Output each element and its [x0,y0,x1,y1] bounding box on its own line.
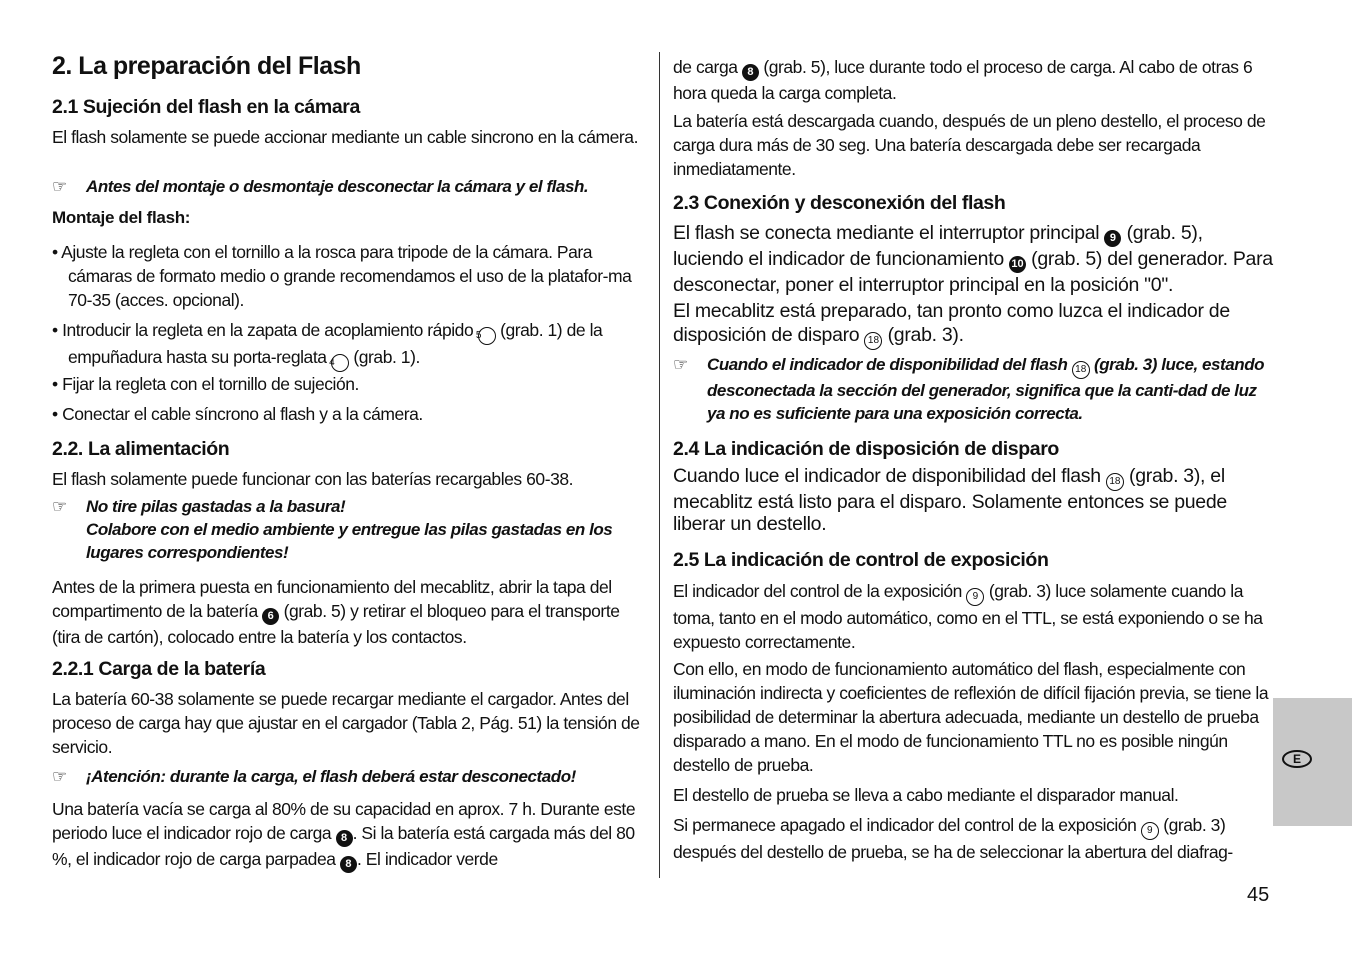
note-2-3 [673,353,1273,425]
paragraph-2-5-d [673,813,1273,864]
heading-2-5: 2.5 La indicación de control de exposición [673,549,1049,571]
note-2-1 [52,175,652,198]
s25-p4-text-a: Si permanece apagado el indicador del control de la exposición [673,815,1137,835]
s25-p4-text-b: (grab. 3) después del destello de prueba, se ha de seleccionar la abertura del diafrag- [673,815,1233,862]
heading-2-2-1: 2.2.1 Carga de la batería [52,658,266,680]
ref-number-9: 9 [1141,822,1159,840]
heading-2-3: 2.3 Conexión y desconexión del flash [673,192,1006,214]
heading-2-4: 2.4 La indicación de disposición de disparo [673,438,1059,460]
note-2-3-text-a: Cuando el indicador de disponibilidad del flash [707,355,1068,374]
page-number: 45 [1247,884,1270,906]
s23-text-b: (grab. 5), luciendo el indicador de funcionamiento [673,222,1203,270]
note-2-3-text-b: (grab. 3) luce, estando desconectada la sección del generador, significa que la canti-dad de luz ya no es suficiente para una exposición correcta. [707,355,1265,423]
pointing-hand-icon: ☞ [52,497,67,516]
pointing-hand-icon: ☞ [52,177,67,196]
paragraph-2-4 [673,465,1273,535]
s25-text-b: (grab. 3) luce solamente cuando la toma, tanto en el modo automático, como en el TTL, se está exponiendo o se ha expuesto correctamente. [673,581,1263,652]
ref-number-4: 4 [331,354,349,372]
ref-badge-9: 9 [1104,230,1121,247]
ref-number-5: 5 [478,327,496,345]
s24-text-a: Cuando luce el indicador de disponibilidad del flash [673,465,1101,487]
paragraph-descargada: La batería está descargada cuando, después de un pleno destello, el proceso de carga dura más de 30 seg. Una batería descargada debe ser recargada inmediatamente. [673,111,1266,179]
bullet-2-text-c: (grab. 1). [353,347,420,367]
ref-number-18: 18 [1072,361,1090,379]
ref-badge-8: 8 [336,830,353,847]
s23-p2-text-a: El mecablitz está preparado, tan pronto como luzca el indicador de disposición de disparo [673,300,1230,346]
bullet-2 [52,318,648,372]
ref-badge-10: 10 [1009,256,1026,273]
s23-text-a: El flash se conecta mediante el interruptor principal [673,222,1100,244]
note-2-2-1-text: ¡Atención: durante la carga, el flash deberá estar desconectado! [86,767,576,786]
bullet-4: • Conectar el cable síncrono al flash y a la cámera. [52,404,423,424]
language-label: E [1282,750,1312,768]
charge-text-c: . El indicador verde [356,849,498,869]
s23-text-c: (grab. 5) del generador. Para desconectar, poner el interruptor principal en la posición "0". [673,248,1273,296]
paragraph-2-3-b [673,299,1273,350]
column-divider [659,52,660,878]
s23-p2-text-b: (grab. 3). [887,324,964,346]
cont-text-b: (grab. 5), luce durante todo el proceso de carga. Al cabo de otras 6 hora queda la carga completa. [673,57,1253,103]
charge-text-b: . Si la batería está cargada más del 80 %, el indicador rojo de carga parpadea [52,823,635,869]
paragraph-carga-cont [673,55,1273,105]
s24-text-b: (grab. 3), el mecablitz está listo para el disparo. Solamente entonces se puede liberar un destello. [673,465,1227,535]
language-tab [1273,698,1352,826]
ref-badge-8: 8 [340,856,357,873]
s25-text-a: El indicador del control de la exposición [673,581,962,601]
note-2-2 [52,495,652,564]
page-title: 2. La preparación del Flash [52,52,361,80]
paragraph-2-5-b: Con ello, en modo de funcionamiento automático del flash, especialmente con iluminación indirecta y coeficientes de reflexión de difícil fijación previa, se tiene la posibilidad de determinar la abertura adecuada, mediante un destello de prueba disparado a mano. En el modo de funcionamiento TTL no es posible ningún destello de prueba. [673,659,1269,775]
paragraph-2-5-c: El destello de prueba se lleva a cabo mediante el disparador manual. [673,785,1179,805]
heading-2-1: 2.1 Sujeción del flash en la cámara [52,96,360,118]
note-2-2-line-1: No tire pilas gastadas a la basura! [86,497,346,516]
paragraph-2-2-1-charge [52,797,648,873]
charge-text-a: Una batería vacía se carga al 80% de su capacidad en aprox. 7 h. Durante este periodo luce el indicador rojo de carga [52,799,636,843]
heading-montaje: Montaje del flash: [52,208,191,227]
cont-text-a: de carga [673,57,738,77]
heading-2-2: 2.2. La alimentación [52,438,230,460]
pointing-hand-icon: ☞ [673,355,688,374]
paragraph-2-1: El flash solamente se puede accionar mediante un cable sincrono en la cámera. [52,127,638,147]
paragraph-2-3-a [673,221,1273,297]
bullet-3: • Fijar la regleta con el tornillo de sujeción. [52,374,359,394]
paragraph-2-5-a [673,579,1273,654]
bullet-2-text-a: • Introducir la regleta en la zapata de acoplamiento rápido [52,320,474,340]
paragraph-2-2-first-use [52,575,648,649]
ref-badge-6: 6 [262,608,279,625]
bullet-1: • Ajuste la regleta con el tornillo a la rosca para tripode de la cámara. Para cámaras de formato medio o grande recomendamos el uso de la platafor-ma 70-35 (acces. opcional). [52,242,632,310]
note-2-3-text [673,353,1273,425]
paragraph-2-2-1: La batería 60-38 solamente se puede recargar mediante el cargador. Antes del proceso de carga hay que ajustar en el cargador (Tabla 2, Pág. 51) la tensión de servicio. [52,689,640,757]
ref-badge-8: 8 [742,64,759,81]
ref-number-18: 18 [864,332,882,350]
note-2-2-1 [52,765,652,788]
pointing-hand-icon: ☞ [52,767,67,786]
note-2-1-text: Antes del montaje o desmontaje desconectar la cámara y el flash. [86,177,589,196]
ref-number-18: 18 [1106,473,1124,491]
bullet-2-text-b: (grab. 1) de la empuñadura hasta su porta-reglata [68,320,603,367]
note-2-2-line-2: Colabore con el medio ambiente y entregue las pilas gastadas en los lugares correspondientes! [86,520,613,562]
ref-number-9: 9 [966,588,984,606]
first-use-text-b: (grab. 5) y retirar el bloqueo para el transporte (tira de cartón), colocado entre la batería y los contactos. [52,601,620,647]
first-use-text-a: Antes de la primera puesta en funcionamiento del mecablitz, abrir la tapa del compartimento de la batería [52,577,612,621]
paragraph-2-2: El flash solamente puede funcionar con las baterías recargables 60-38. [52,469,574,489]
